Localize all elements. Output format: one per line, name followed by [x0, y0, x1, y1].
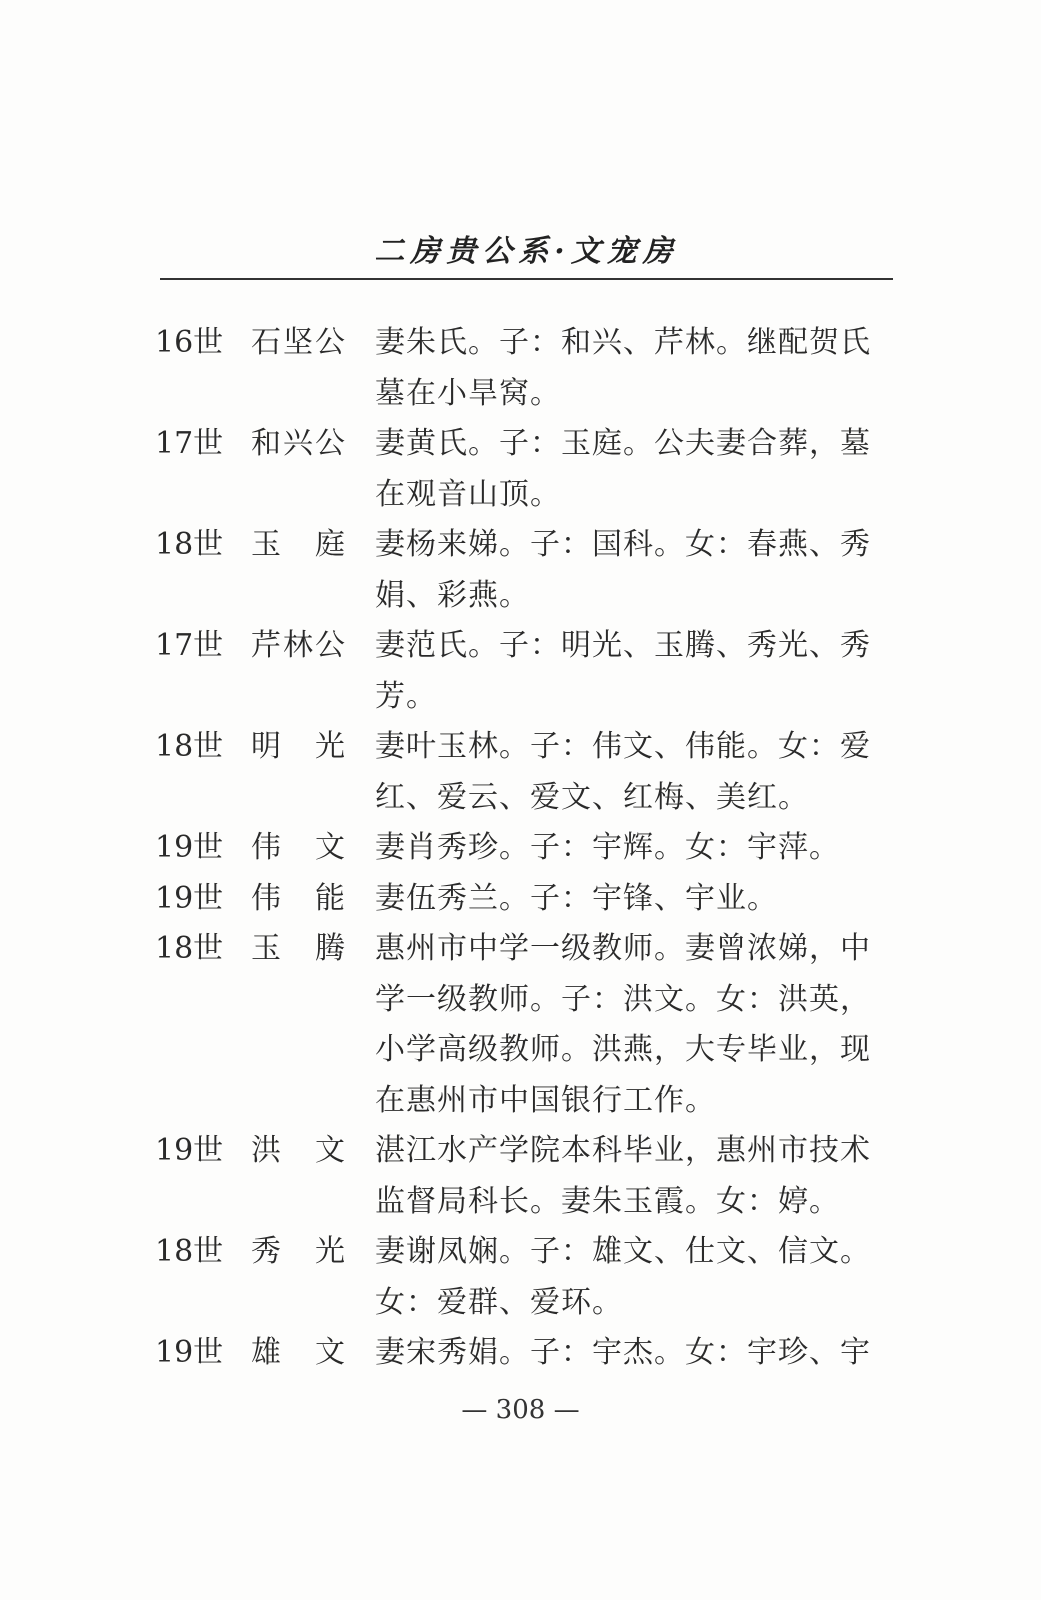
person-name: 雄 文 — [251, 1335, 345, 1370]
person-name: 石坚公 — [251, 325, 345, 360]
entry-description: 妻叶玉林。子：伟文、伟能。女：爱红、爱云、爱文、红梅、美红。 — [375, 729, 871, 815]
entry-description: 妻伍秀兰。子：宇锋、宇业。 — [375, 880, 778, 916]
running-head: 二房贵公系·文宠房 — [374, 234, 679, 269]
generation-label: 19世 — [155, 1335, 224, 1370]
entry-description: 妻宋秀娟。子：宇杰。女：宇珍、宇 — [375, 1335, 871, 1370]
generation-label: 19世 — [155, 830, 224, 865]
person-name: 伟 能 — [251, 880, 345, 916]
genealogy-entry — [155, 823, 895, 874]
genealogy-entry — [155, 1328, 895, 1379]
person-name: 芹林公 — [251, 628, 345, 663]
generation-label: 18世 — [155, 931, 224, 966]
page-number: — 308 — — [461, 1395, 580, 1425]
generation-label: 17世 — [155, 426, 224, 461]
entry-description: 妻黄氏。子：玉庭。公夫妻合葬，墓在观音山顶。 — [375, 426, 871, 512]
entry-description: 惠州市中学一级教师。妻曾浓娣，中学一级教师。子：洪文。女：洪英，小学高级教师。洪燕，大专毕业，现在惠州市中国银行工作。 — [375, 931, 871, 1118]
genealogy-entry — [155, 419, 895, 520]
genealogy-entry — [155, 520, 895, 621]
entry-description: 妻杨来娣。子：国科。女：春燕、秀娟、彩燕。 — [375, 527, 871, 613]
person-name: 伟 文 — [251, 830, 345, 865]
person-name: 玉 庭 — [251, 527, 345, 562]
person-name: 和兴公 — [251, 426, 345, 461]
generation-label: 17世 — [155, 628, 224, 663]
entry-description: 妻范氏。子：明光、玉腾、秀光、秀芳。 — [375, 628, 871, 714]
generation-label: 16世 — [155, 325, 224, 360]
genealogy-entry — [155, 318, 895, 419]
genealogy-entry — [155, 1126, 895, 1227]
person-name: 洪 文 — [251, 1133, 345, 1168]
genealogy-entry — [155, 722, 895, 823]
genealogy-list — [155, 318, 895, 1379]
generation-label: 18世 — [155, 527, 224, 562]
entry-description: 妻朱氏。子：和兴、芹林。继配贺氏墓在小旱窝。 — [375, 325, 871, 411]
genealogy-entry — [155, 924, 895, 1126]
entry-description: 湛江水产学院本科毕业，惠州市技术监督局科长。妻朱玉霞。女：婷。 — [375, 1133, 871, 1219]
genealogy-entry — [155, 1227, 895, 1328]
genealogy-entry — [155, 621, 895, 722]
genealogy-entry — [155, 874, 895, 925]
generation-label: 18世 — [155, 729, 224, 764]
person-name: 秀 光 — [251, 1234, 345, 1269]
entry-description: 妻谢凤娴。子：雄文、仕文、信文。女：爱群、爱环。 — [375, 1234, 871, 1320]
person-name: 明 光 — [251, 729, 345, 764]
generation-label: 19世 — [155, 880, 224, 916]
header-rule — [160, 278, 893, 280]
generation-label: 18世 — [155, 1234, 224, 1269]
generation-label: 19世 — [155, 1133, 224, 1168]
entry-description: 妻肖秀珍。子：宇辉。女：宇萍。 — [375, 830, 840, 865]
person-name: 玉 腾 — [251, 931, 345, 966]
